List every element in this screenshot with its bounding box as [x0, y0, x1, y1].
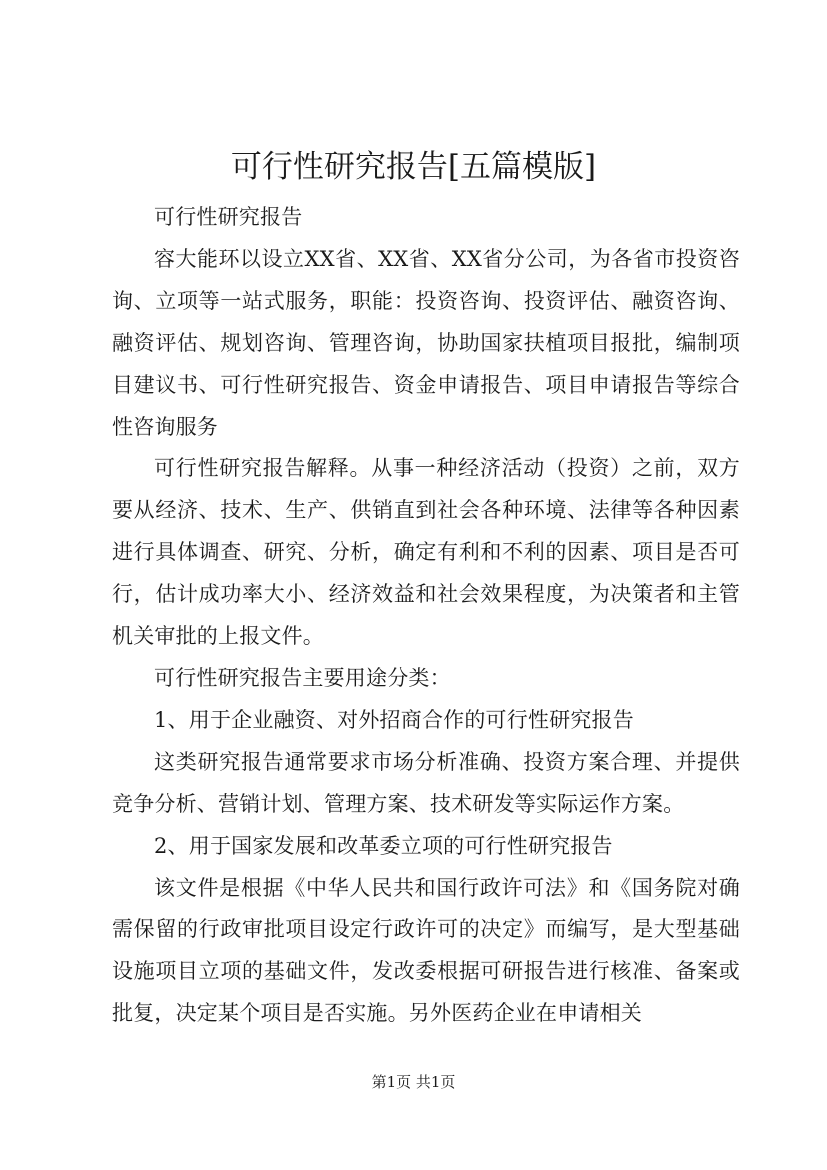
paragraph: 2、用于国家发展和改革委立项的可行性研究报告: [154, 833, 613, 858]
page-footer: 第1页 共1页: [371, 1073, 456, 1091]
paragraph: 容大能环以设立XX省、XX省、XX省分公司，为各省市投资咨询、立项等一站式服务，职能：投资咨询、投资评估、融资咨询、融资评估、规划咨询、管理咨询，协助国家扶植项目报批，编制项目建议书、可行性研究报告、资金申请报告、项目申请报告等综合性咨询服务: [112, 246, 740, 439]
paragraph: 1、用于企业融资、对外招商合作的可行性研究报告: [154, 707, 634, 732]
paragraph: 该文件是根据《中华人民共和国行政许可法》和《国务院对确需保留的行政审批项目设定行政许可的决定》而编写，是大型基础设施项目立项的基础文件，发改委根据可研报告进行核准、备案或批复，决定某个项目是否实施。另外医药企业在申请相关: [112, 875, 740, 1026]
document-body: [112, 197, 740, 1035]
paragraph: 这类研究报告通常要求市场分析准确、投资方案合理、并提供竞争分析、营销计划、管理方案、技术研发等实际运作方案。: [112, 749, 740, 816]
paragraph: 可行性研究报告主要用途分类：: [154, 665, 451, 690]
paragraph: 可行性研究报告: [154, 205, 303, 229]
paragraph: 可行性研究报告解释。从事一种经济活动（投资）之前，双方要从经济、技术、生产、供销直到社会各种环境、法律等各种因素进行具体调查、研究、分析，确定有利和不利的因素、项目是否可行，估计成功率大小、经济效益和社会效果程度，为决策者和主管机关审批的上报文件。: [112, 456, 740, 649]
document-title: 可行性研究报告[五篇模版]: [230, 149, 597, 185]
